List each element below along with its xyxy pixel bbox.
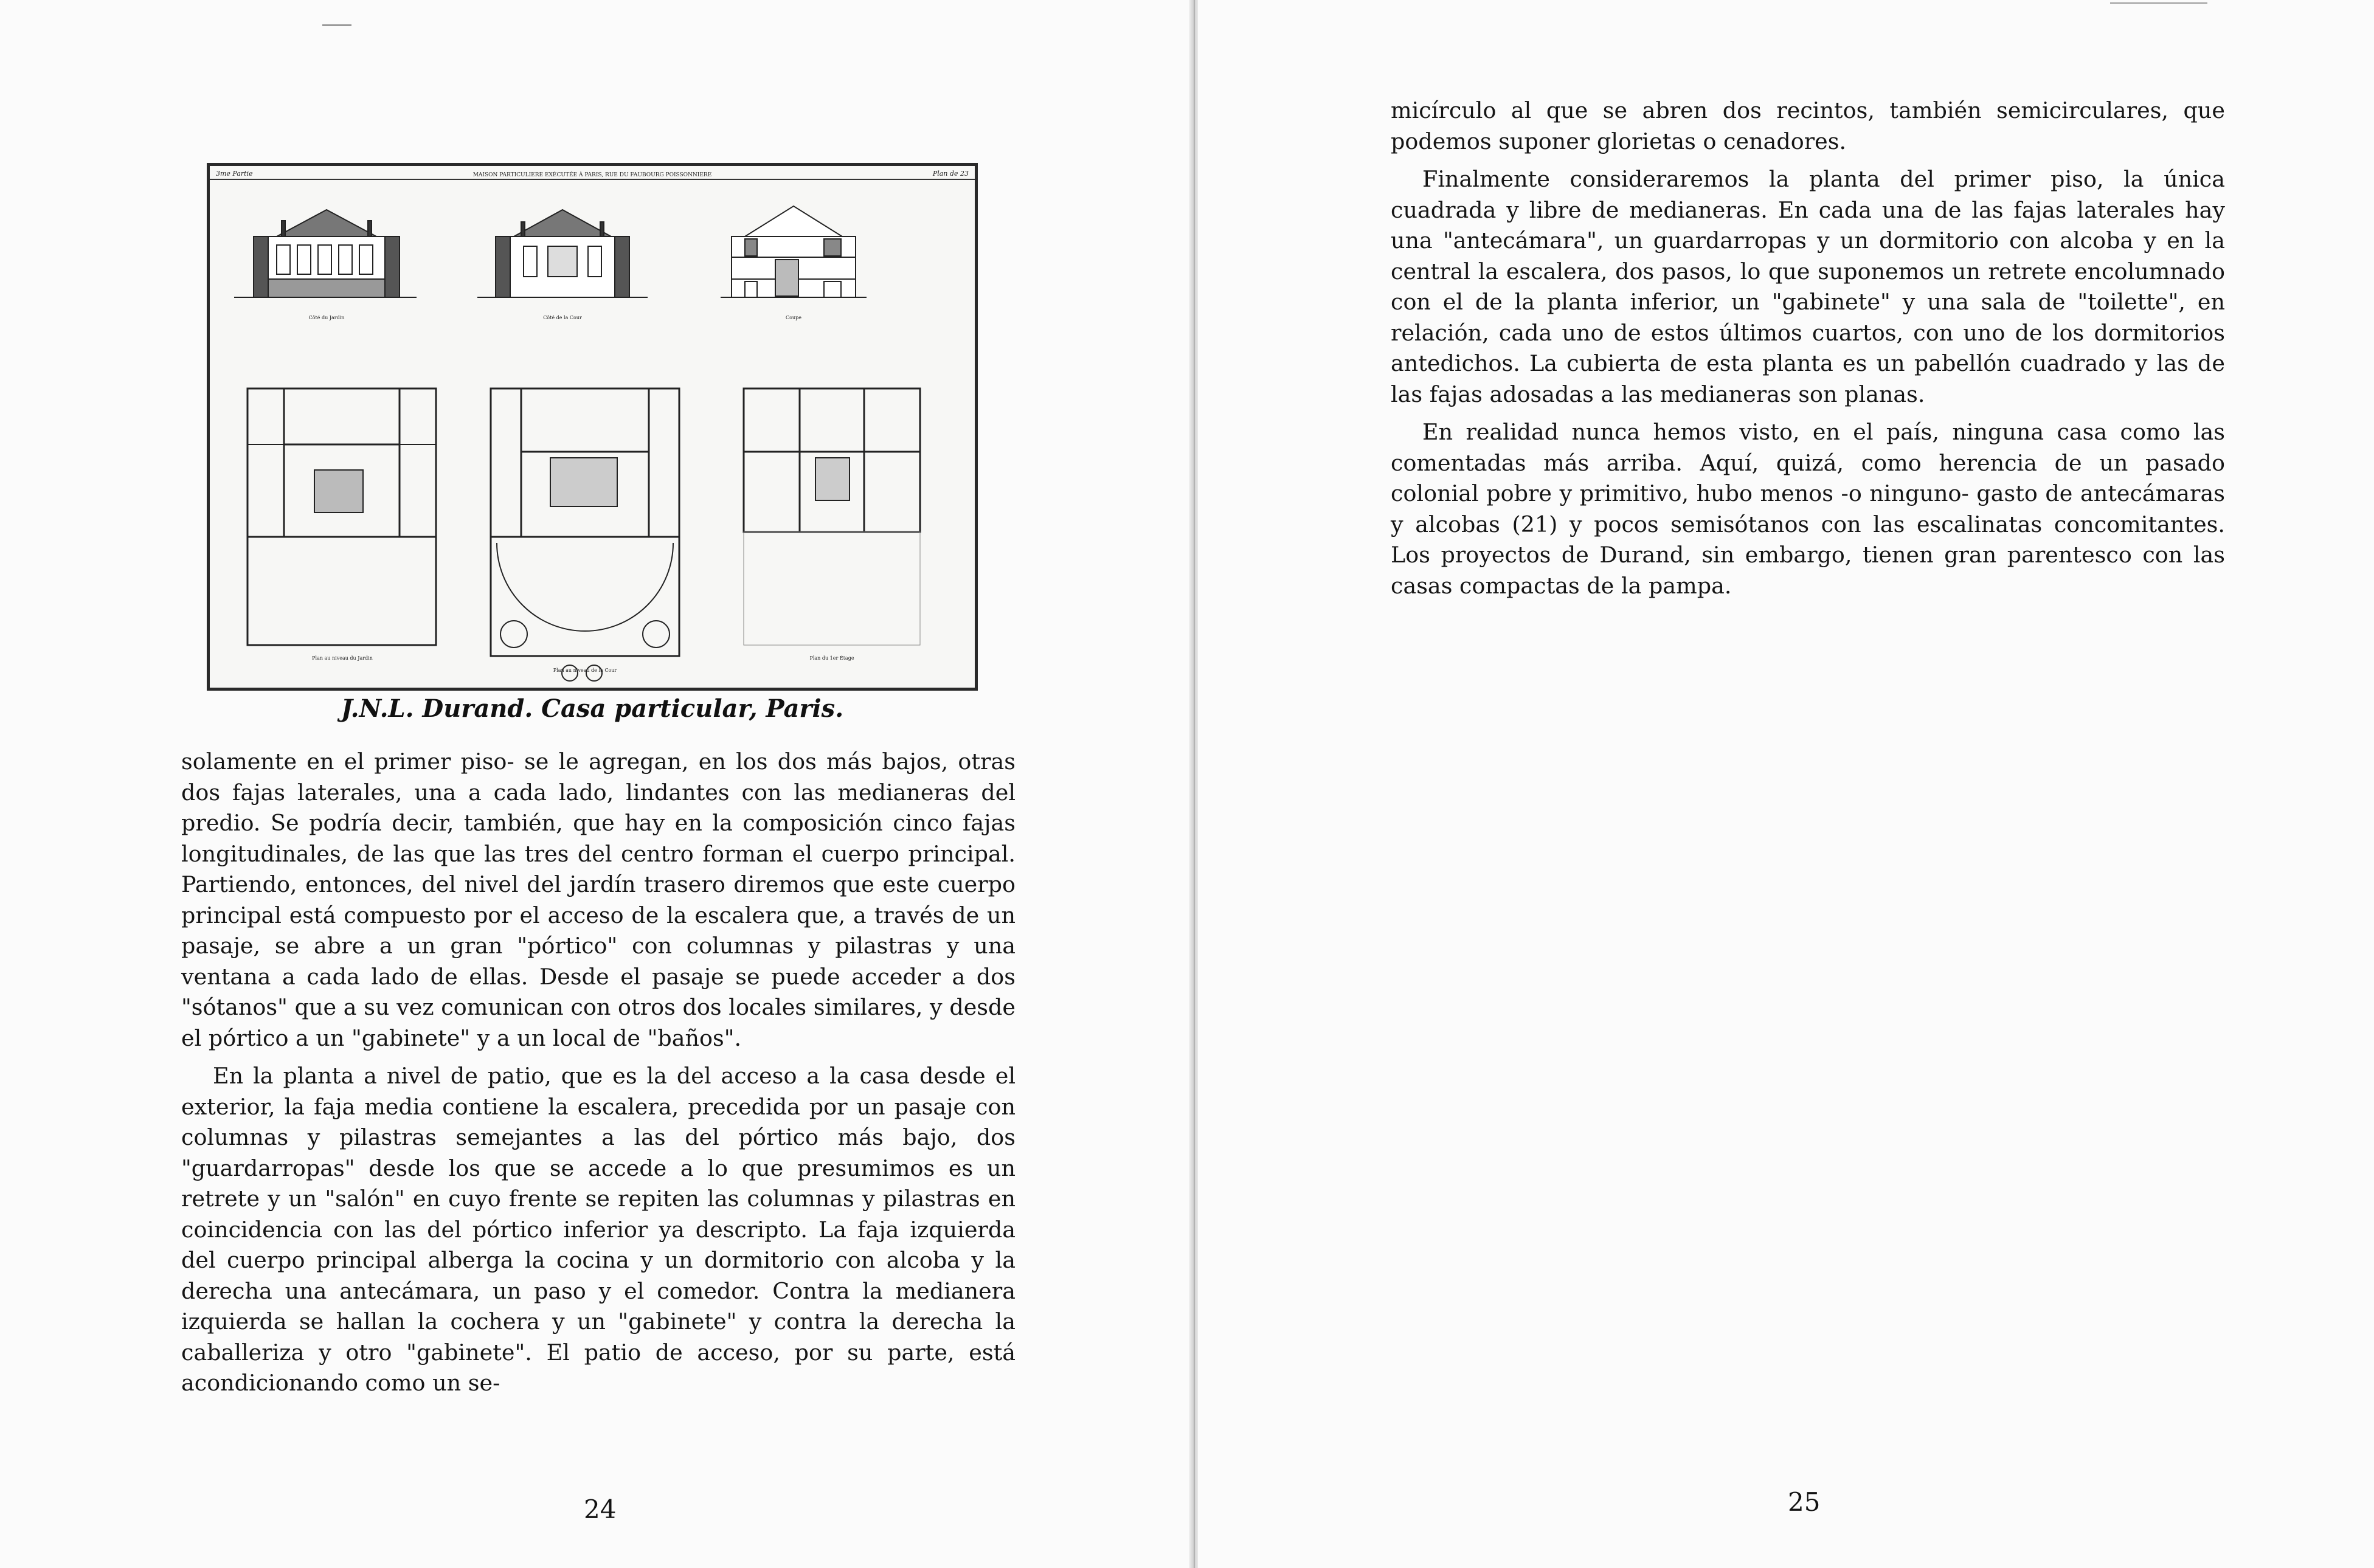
elevation-label: Côté de la Cour: [543, 315, 582, 320]
scan-mark: [322, 24, 351, 26]
paragraph: En la planta a nivel de patio, que es la del acceso a la casa desde el exterior, la faja media contiene la escalera, precedida por un pasaje con columnas y pilastras semejantes a las del pórtico más bajo, dos "guardarropas" desde los que se accede a lo que presumimos es un retrete y un "salón" en cuyo frente se repiten las columnas y pilastras en coincidencia con las del pórtico inferior ya descripto. La faja izquierda del cuerpo principal alberga la cocina y un dormitorio con alcoba y la derecha una antecámara, un paso y el comedor. Contra la medianera izquierda se hallan la cochera y un "gabinete" y contra la derecha la caballeriza y otro "gabinete". El patio de acceso, por su parte, está acondicionando como un se-: [181, 1063, 1016, 1396]
page-number: 24: [584, 1494, 617, 1524]
right-text-column: [1391, 95, 2225, 609]
paragraph: micírculo al que se abren dos recintos, también semicirculares, que podemos suponer glorietas o cenadores.: [1391, 97, 2225, 154]
elevation-label: Côté du Jardin: [308, 315, 345, 320]
paragraph: En realidad nunca hemos visto, en el país, ninguna casa como las comentadas más arriba. Aquí, quizá, como herencia de un pasado colonial pobre y primitivo, hubo menos -o ninguno- gasto de antecámaras y alcobas (21) y pocos semisótanos con las escalinatas concomitantes. Los proyectos de Durand, sin embargo, tienen gran parentesco con las casas compactas de la pampa.: [1391, 419, 2225, 599]
figure-caption: J.N.L. Durand. Casa particular, Paris.: [341, 694, 844, 723]
page-number: 25: [1788, 1487, 1821, 1517]
plate-title: MAISON PARTICULIERE EXÉCUTÉE À PARIS, RUE DU FAUBOURG POISSONNIERE: [472, 172, 712, 178]
plan-label: Plan au niveau du Jardin: [312, 655, 373, 661]
plate-corner-label: 3me Partie: [216, 170, 253, 178]
left-text-column: [181, 747, 1016, 1406]
scan-mark: [2110, 2, 2207, 4]
plate-number-label: Plan de 23: [932, 170, 969, 178]
paragraph: solamente en el primer piso- se le agregan, en los dos más bajos, otras dos fajas laterales, una a cada lado, lindantes con las medianeras del predio. Se podría decir, también, que hay en la composición cinco fajas longitudinales, de las que las tres del centro forman el cuerpo principal. Partiendo, entonces, del nivel del jardín trasero diremos que este cuerpo principal está compuesto por el acceso de la escalera que, a través de un pasaje, se abre a un gran "pórtico" con columnas y pilastras y una ventana a cada lado de ellas. Desde el pasaje se puede acceder a dos "sótanos" que a su vez comunican con otros dos locales similares, y desde el pórtico a un "gabinete" y a un local de "baños".: [181, 748, 1016, 1051]
architectural-plate: [210, 166, 975, 688]
elevation-label: Coupe: [786, 315, 801, 320]
plan-label: Plan au niveau de la Cour: [553, 668, 617, 673]
paragraph: Finalmente consideraremos la planta del primer piso, la única cuadrada y libre de medianeras. En cada una de las fajas laterales hay una "antecámara", un guardarropas y un dormitorio con alcoba y en la central la escalera, dos pasos, lo que suponemos un retrete encolumnado con el de la planta inferior, un "gabinete" y una sala de "toilette", en relación, cada uno de estos últimos cuartos, con uno de los dormitorios antedichos. La cubierta de esta planta es un pabellón cuadrado y las de las fajas adosadas a las medianeras son planas.: [1391, 166, 2225, 407]
durand-plate-figure: [207, 163, 978, 691]
plan-label: Plan du 1er Étage: [809, 655, 854, 661]
